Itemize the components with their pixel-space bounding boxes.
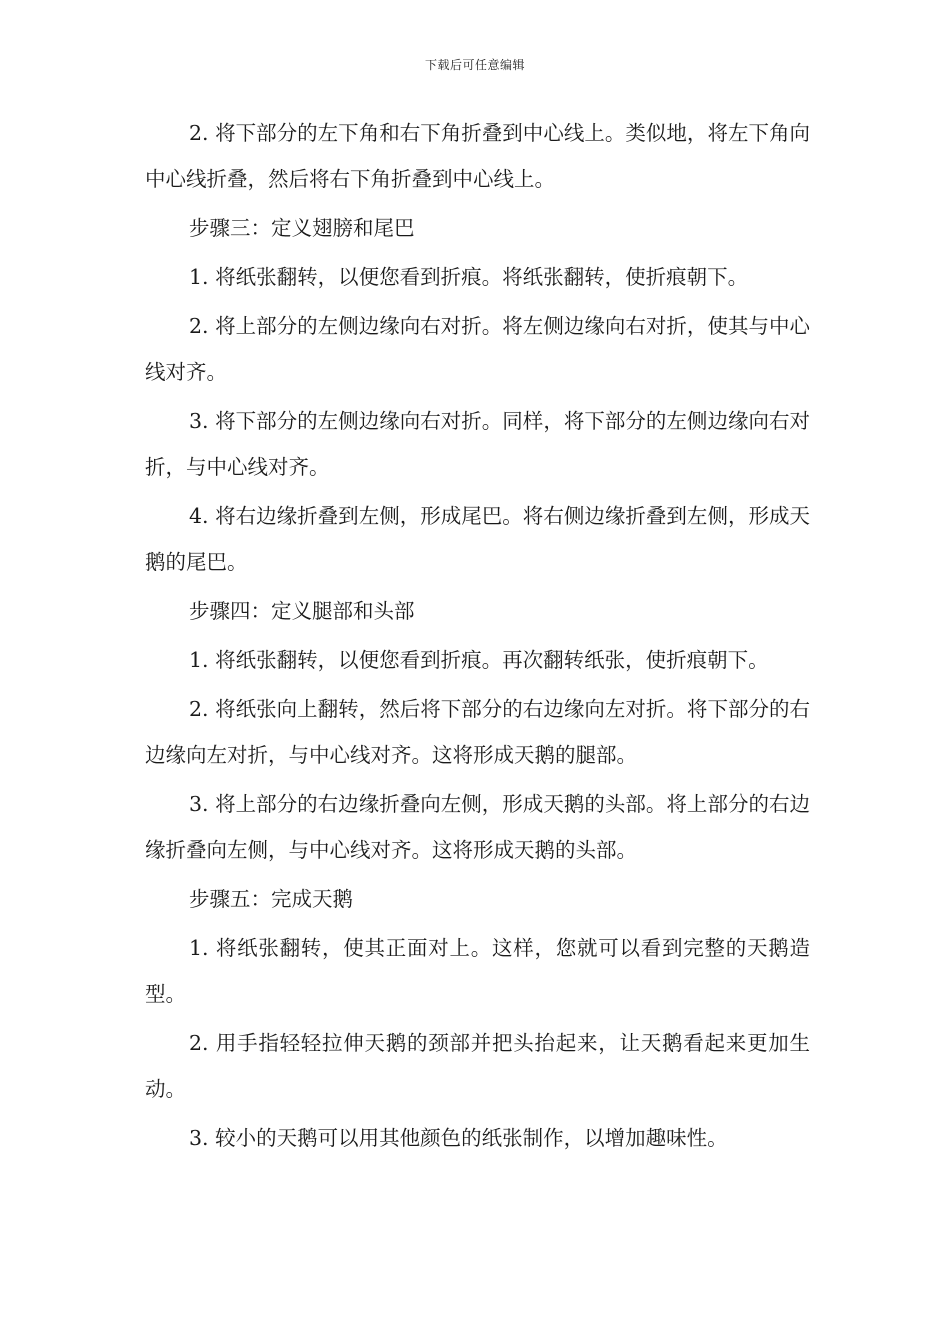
section-heading-step-3: 步骤三：定义翅膀和尾巴 xyxy=(189,216,415,240)
step-3-item-4: 4. 将右边缘折叠到左侧，形成尾巴。将右侧边缘折叠到左侧，形成天鹅的尾巴。 xyxy=(145,504,810,574)
document-body xyxy=(145,110,810,1164)
step-2-corners-fold: 2. 将下部分的左下角和右下角折叠到中心线上。类似地，将左下角向中心线折叠，然后将右下角折叠到中心线上。 xyxy=(145,121,810,191)
step-3-item-3: 3. 将下部分的左侧边缘向右对折。同样，将下部分的左侧边缘向右对折，与中心线对齐。 xyxy=(145,409,810,479)
page-header: 下载后可任意编辑 xyxy=(424,58,525,72)
step-3-item-2: 2. 将上部分的左侧边缘向右对折。将左侧边缘向右对折，使其与中心线对齐。 xyxy=(145,314,810,384)
step-4-item-3: 3. 将上部分的右边缘折叠向左侧，形成天鹅的头部。将上部分的右边缘折叠向左侧，与中心线对齐。这将形成天鹅的头部。 xyxy=(145,792,810,862)
step-3-item-1: 1. 将纸张翻转，以便您看到折痕。将纸张翻转，使折痕朝下。 xyxy=(189,265,749,289)
step-4-item-1: 1. 将纸张翻转，以便您看到折痕。再次翻转纸张，使折痕朝下。 xyxy=(189,648,769,672)
step-5-item-2: 2. 用手指轻轻拉伸天鹅的颈部并把头抬起来，让天鹅看起来更加生动。 xyxy=(145,1031,810,1101)
step-4-item-2: 2. 将纸张向上翻转，然后将下部分的右边缘向左对折。将下部分的右边缘向左对折，与中心线对齐。这将形成天鹅的腿部。 xyxy=(145,697,810,767)
section-heading-step-4: 步骤四：定义腿部和头部 xyxy=(189,599,415,623)
section-heading-step-5: 步骤五：完成天鹅 xyxy=(189,887,353,911)
step-5-item-3: 3. 较小的天鹅可以用其他颜色的纸张制作，以增加趣味性。 xyxy=(189,1126,728,1150)
step-5-item-1: 1. 将纸张翻转，使其正面对上。这样，您就可以看到完整的天鹅造型。 xyxy=(145,936,810,1006)
